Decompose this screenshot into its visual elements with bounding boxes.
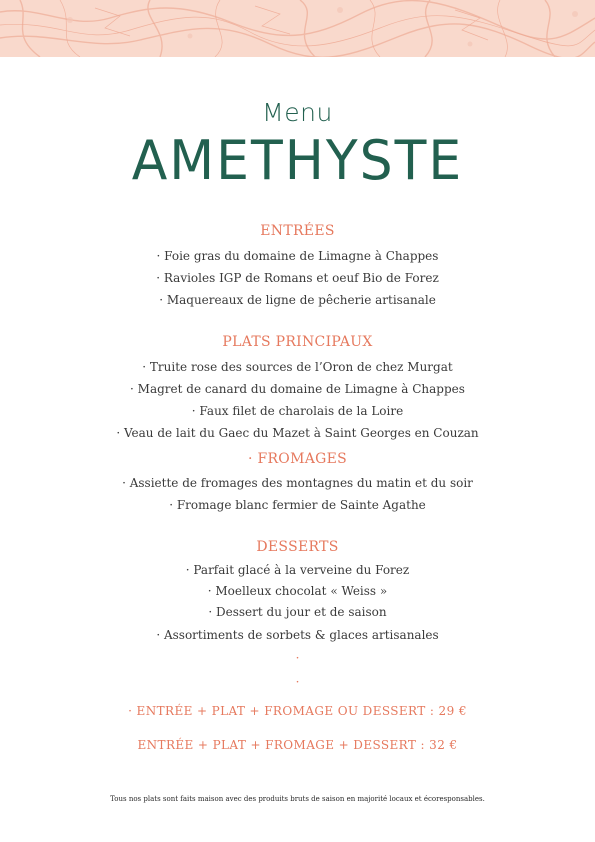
- menu-item: · Parfait glacé à la verveine du Forez: [185, 563, 410, 577]
- marble-pattern: [0, 0, 595, 57]
- menu-item: · Assiette de fromages des montagnes du matin et du soir: [122, 476, 473, 490]
- section-title-entrees: ENTRÉES: [260, 223, 335, 239]
- section-title-plats: PLATS PRINCIPAUX: [222, 334, 373, 350]
- price-formula-29: · ENTRÉE + PLAT + FROMAGE OU DESSERT : 29 €: [128, 704, 467, 718]
- menu-item: · Foie gras du domaine de Limagne à Chappes: [156, 249, 439, 263]
- menu-item: · Fromage blanc fermier de Sainte Agathe: [169, 498, 426, 512]
- menu-item: · Magret de canard du domaine de Limagne à Chappes: [130, 382, 465, 396]
- separator-dot: ·: [295, 675, 300, 689]
- menu-item: · Moelleux chocolat « Weiss »: [207, 584, 388, 598]
- menu-item: · Dessert du jour et de saison: [208, 605, 387, 619]
- decorative-banner: [0, 0, 595, 57]
- section-title-fromages: · FROMAGES: [247, 451, 348, 467]
- menu-item: · Truite rose des sources de l’Oron de chez Murgat: [142, 360, 453, 374]
- menu-title: AMETHYSTE: [131, 129, 464, 193]
- menu-label: Menu: [262, 98, 333, 127]
- section-title-desserts: DESSERTS: [256, 539, 339, 555]
- footer-note: Tous nos plats sont faits maison avec des produits bruts de saison en majorité locaux et écoresponsables.: [110, 795, 485, 803]
- separator-dot: ·: [295, 651, 300, 665]
- menu-item: · Veau de lait du Gaec du Mazet à Saint Georges en Couzan: [116, 426, 479, 440]
- menu-item: · Maquereaux de ligne de pêcherie artisanale: [159, 293, 436, 307]
- menu-item: · Assortiments de sorbets & glaces artisanales: [156, 628, 439, 642]
- menu-item: · Ravioles IGP de Romans et oeuf Bio de Forez: [156, 271, 439, 285]
- menu-item: · Faux filet de charolais de la Loire: [191, 404, 404, 418]
- price-formula-32: ENTRÉE + PLAT + FROMAGE + DESSERT : 32 €: [137, 738, 458, 752]
